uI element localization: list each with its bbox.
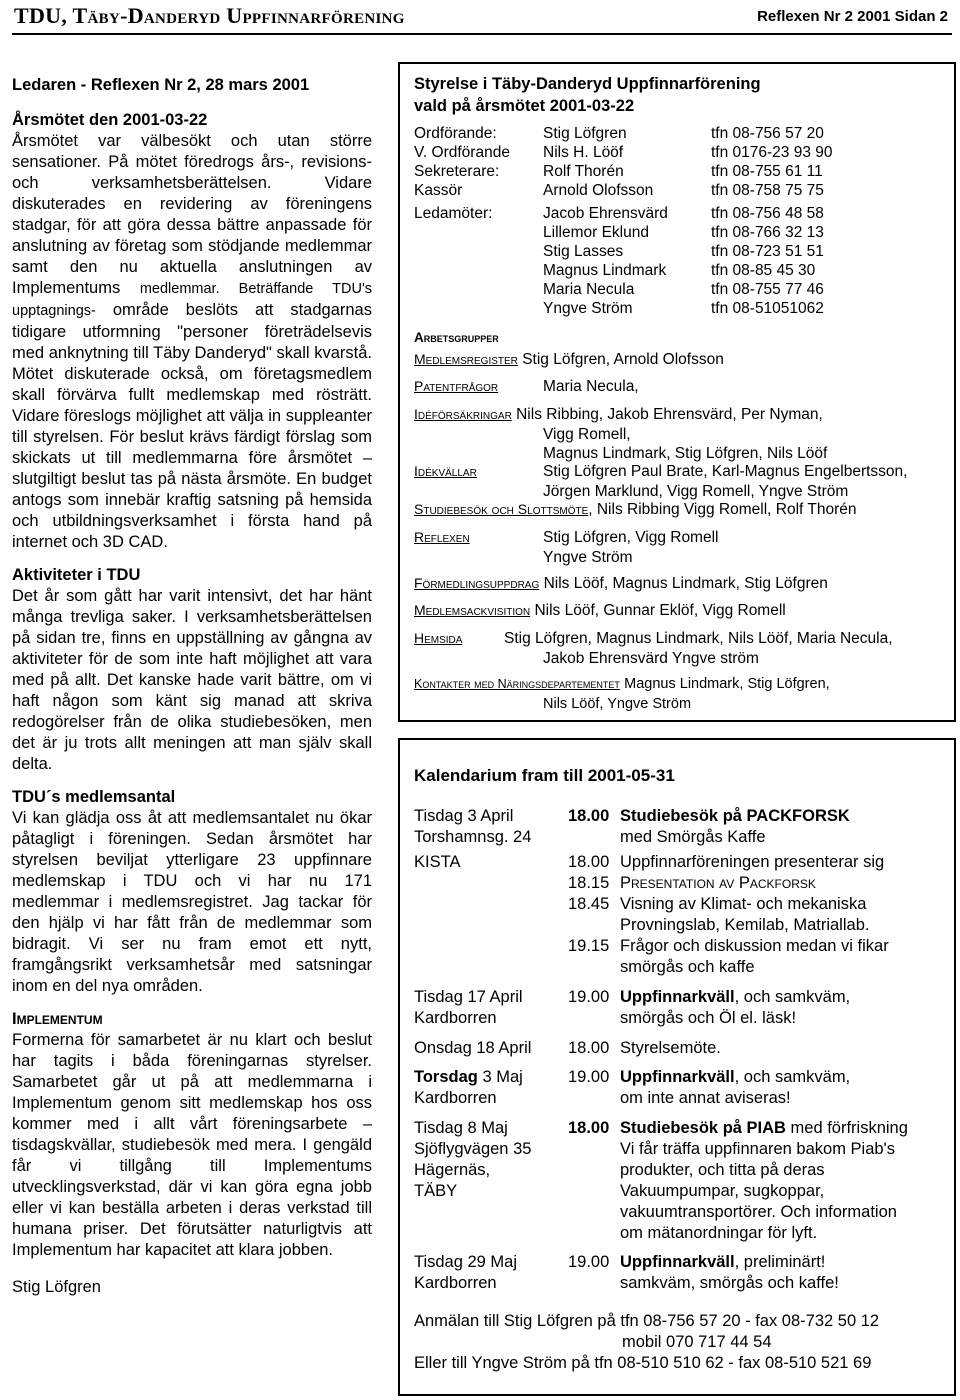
event-text: Frågor och diskussion medan vi fikar <box>620 937 889 955</box>
group-label: Medlemsackvisition <box>414 602 531 618</box>
group-label: Kontakter med Näringsdepartementet <box>414 677 620 691</box>
event-text-rest: , preliminärt! <box>734 1253 826 1271</box>
board-title-line-2: vald på årsmötet 2001-03-22 <box>414 97 635 115</box>
event-text: vakuumtransportörer. Och information <box>620 1203 897 1221</box>
member-name: Jacob Ehrensvärd <box>543 205 668 222</box>
member-role: Kassör <box>414 182 463 199</box>
group-idea-evenings <box>414 462 908 501</box>
group-label: Reflexen <box>414 529 470 545</box>
group-patent <box>414 377 639 397</box>
event-text: Uppfinnarföreningen presenterar sig <box>620 853 885 871</box>
event-date <box>414 1067 523 1088</box>
event-time: 18.15 <box>568 874 610 892</box>
event-text <box>620 1067 850 1088</box>
member-phone: tfn 08-755 61 11 <box>711 163 823 180</box>
group-names: Jörgen Marklund, Vigg Romell, Yngve Ström <box>543 482 849 500</box>
event-place: Kardborren <box>414 1089 497 1107</box>
group-label: Idékvällar <box>414 463 477 479</box>
event-place: Torshamnsg. 24 <box>414 828 532 846</box>
working-groups-heading: Arbetsgrupper <box>414 330 499 345</box>
event-place: Kardborren <box>414 1274 497 1292</box>
event-time: 18.00 <box>568 1039 610 1057</box>
member-name: Stig Löfgren <box>543 125 627 142</box>
event-time: 19.00 <box>568 988 610 1006</box>
event-text-rest: med förfriskning <box>785 1119 908 1137</box>
member-role: Sekreterare: <box>414 163 500 180</box>
group-names: Vigg Romell, <box>543 425 631 443</box>
group-mediation <box>414 574 828 594</box>
group-contacts <box>414 674 830 714</box>
registration-line-2: mobil 070 717 44 54 <box>622 1333 772 1351</box>
member-phone: tfn 08-756 48 58 <box>711 205 824 222</box>
member-phone: tfn 08-723 51 51 <box>711 243 824 260</box>
group-member-register <box>414 350 724 370</box>
event-title: Uppfinnarkväll <box>620 988 735 1006</box>
event-date: Onsdag 18 April <box>414 1039 532 1057</box>
group-names: Magnus Lindmark, Stig Löfgren, Nils Lööf <box>543 445 828 462</box>
event-text: Vakuumpumpar, sugkoppar, <box>620 1182 825 1200</box>
event-time: 18.45 <box>568 895 610 913</box>
event-text <box>620 1252 825 1273</box>
member-phone: tfn 08-755 77 46 <box>711 281 824 298</box>
event-text: Styrelsemöte. <box>620 1039 721 1057</box>
event-title: Studiebesök på PACKFORSK <box>620 807 850 825</box>
leader-title: Ledaren - Reflexen Nr 2, 28 mars 2001 <box>12 76 310 94</box>
member-phone: tfn 08-51051062 <box>711 300 824 317</box>
member-phone: tfn 08-756 57 20 <box>711 125 824 142</box>
group-label: Patentfrågor <box>414 378 499 394</box>
event-time: 19.15 <box>568 937 610 955</box>
implementum-text: Formerna för samarbetet är nu klart och beslut har tagits i båda föreningarnas styrelser. Samarbetet går ut på att medlemmarna i Implementum genom sitt medlemskap hos oss kommer med i allt vårt föreningsarbete – tisdagskvällar, studiebesök med mera. I gengäld får vi tillgång till Implementums utvecklingsverkstad, där vi kan göra egna jobb eller vi kan beställa arbeten i deras verkstad till humana priser. Det förutsätter naturligtvis att Implementum har kapacitet att klara jobben. <box>12 1031 372 1259</box>
event-day-bold: Torsdag <box>414 1068 478 1086</box>
event-text <box>620 1118 908 1139</box>
group-label: Förmedlingsuppdrag <box>414 575 540 591</box>
page-header <box>0 0 960 40</box>
member-phone: tfn 0176-23 93 90 <box>711 144 833 161</box>
group-insurance <box>414 405 827 464</box>
event-text: produkter, och titta på deras <box>620 1161 825 1179</box>
board-box <box>398 62 956 722</box>
event-date: Tisdag 17 April <box>414 988 523 1006</box>
event-text <box>620 987 850 1008</box>
group-label: Studiebesök och Slottsmöte <box>414 501 589 517</box>
group-names: Yngve Ström <box>543 548 633 566</box>
event-date: Tisdag 8 Maj <box>414 1119 508 1137</box>
member-name: Yngve Ström <box>543 300 633 317</box>
event-text: om mätanordningar för lyft. <box>620 1224 818 1242</box>
calendar-title: Kalendarium fram till 2001-05-31 <box>414 766 675 785</box>
signature: Stig Löfgren <box>12 1278 101 1296</box>
event-time: 18.00 <box>568 853 610 871</box>
group-label: Medlemsregister <box>414 351 518 367</box>
event-text-rest: , och samkväm, <box>734 988 851 1006</box>
member-role: V. Ordförande <box>414 144 510 161</box>
group-names: Magnus Lindmark, Stig Löfgren, <box>624 676 830 692</box>
member-role: Ordförande: <box>414 125 497 142</box>
member-name: Nils H. Lööf <box>543 144 624 161</box>
member-name: Lillemor Eklund <box>543 224 649 241</box>
board-title <box>414 73 761 117</box>
event-place: Hägernäs, <box>414 1161 491 1179</box>
event-day-rest: 3 Maj <box>477 1068 523 1086</box>
event-text-rest: , och samkväm, <box>734 1068 851 1086</box>
event-text: smörgås och Öl el. läsk! <box>620 1009 797 1027</box>
issue-info: Reflexen Nr 2 2001 Sidan 2 <box>757 8 948 25</box>
member-name: Magnus Lindmark <box>543 262 667 279</box>
group-website <box>414 629 893 668</box>
member-name: Rolf Thorén <box>543 163 624 180</box>
group-study-visits <box>414 500 856 520</box>
newsletter-title: TDU, Täby-Danderyd Uppfinnarförening <box>14 3 405 28</box>
event-date: Tisdag 3 April <box>414 807 514 825</box>
event-time: 18.00 <box>568 1119 610 1137</box>
annual-meeting-text-2: medlemmar. Beträffande TDU's upptagnings- <box>12 281 372 319</box>
registration-line-1: Anmälan till Stig Löfgren på tfn 08-756 57 20 - fax 08-732 50 12 <box>414 1312 880 1330</box>
group-names: Nils Lööf, Magnus Lindmark, Stig Löfgren <box>543 575 828 592</box>
group-label: Idéförsäkringar <box>414 406 512 422</box>
group-label: Hemsida <box>414 630 463 646</box>
annual-meeting-heading: Årsmötet den 2001-03-22 <box>12 111 208 129</box>
leader-article <box>12 75 372 1298</box>
membership-heading: TDU´s medlemsantal <box>12 788 176 806</box>
group-names: Nils Lööf, Yngve Ström <box>543 695 692 712</box>
member-role: Ledamöter: <box>414 205 493 222</box>
event-text: Presentation av Packforsk <box>620 874 816 892</box>
group-names: Nils Lööf, Gunnar Eklöf, Vigg Romell <box>534 602 786 619</box>
event-place: Kardborren <box>414 1009 497 1027</box>
member-phone: tfn 08-766 32 13 <box>711 224 824 241</box>
activities-text: Det år som gått har varit intensivt, det har hänt många trevliga saker. I verksamhetsberättelsen på sidan tre, finns en uppställning av gångna av aktiviteter för de som inte haft möjlighet att vara med på allt. Det kanske hade varit bättre, om vi haft någon som känt sig manad att skriva redogörelser från de olika studiebesöken, men det är ju trots allt meningen att man själv skall delta. <box>12 587 372 773</box>
event-text: Visning av Klimat- och mekaniska <box>620 895 867 913</box>
group-names: Stig Löfgren, Magnus Lindmark, Nils Lööf, Maria Necula, <box>504 630 893 647</box>
annual-meeting-text <box>12 131 372 553</box>
group-names: Stig Löfgren, Arnold Olofsson <box>522 351 724 368</box>
group-names: Nils Ribbing, Jakob Ehrensvärd, Per Nyman, <box>516 406 823 423</box>
event-time: 19.00 <box>568 1253 610 1271</box>
group-names: Maria Necula, <box>543 378 639 395</box>
event-text: Vi får träffa uppfinnaren bakom Piab's <box>620 1140 895 1158</box>
event-date: Tisdag 29 Maj <box>414 1253 518 1271</box>
event-place: Sjöflygvägen 35 <box>414 1140 532 1158</box>
calendar-box <box>398 738 956 1396</box>
member-name: Arnold Olofsson <box>543 182 654 199</box>
event-time: 19.00 <box>568 1068 610 1086</box>
event-text: samkväm, smörgås och kaffe! <box>620 1274 839 1292</box>
membership-text: Vi kan glädja oss åt att medlemsantalet nu ökar påtagligt i föreningen. Sedan årsmötet har styrelsen beviljat ytterligare 23 uppfinnare medlemskap i TDU och vi har nu 171 medlemmar i medlemsregistret. Jag tackar för den hjälp vi har fått från de medlemmar som bidragit. Vi ser nu fram emot ett nytt, framgångsrikt verksamhetsår med satsningar inom en del nya områden. <box>12 809 372 995</box>
member-phone: tfn 08-758 75 75 <box>711 182 824 199</box>
annual-meeting-text-1: Årsmötet var välbesökt och utan större sensationer. På mötet föredrogs års-, revisions- och verksamhetsberättelsen. Vidare diskuterades en revidering av föreningens stadgar, för att göra dessa bättre anpassade för anslutning av företag som stödjande medlemmar samt den nu aktuella anslutningen av Implementums <box>12 132 372 297</box>
group-names: , Nils Ribbing Vigg Romell, Rolf Thorén <box>588 501 857 518</box>
group-reflexen <box>414 528 719 567</box>
event-title: Uppfinnarkväll <box>620 1253 735 1271</box>
event-place: TÄBY <box>414 1182 458 1200</box>
registration-line-3: Eller till Yngve Ström på tfn 08-510 510 62 - fax 08-510 521 69 <box>414 1354 872 1372</box>
member-phone: tfn 08-85 45 30 <box>711 262 816 279</box>
board-title-line-1: Styrelse i Täby-Danderyd Uppfinnarförening <box>414 75 761 93</box>
member-name: Maria Necula <box>543 281 635 298</box>
member-name: Stig Lasses <box>543 243 624 260</box>
implementum-heading: Implementum <box>12 1010 103 1028</box>
event-text: om inte annat aviseras! <box>620 1089 791 1107</box>
event-title: Studiebesök på PIAB <box>620 1119 786 1137</box>
event-text: med Smörgås Kaffe <box>620 828 766 846</box>
group-names: Stig Löfgren, Vigg Romell <box>543 529 719 546</box>
group-names: Stig Löfgren Paul Brate, Karl-Magnus Engelbertsson, <box>543 463 908 480</box>
event-text: Provningslab, Kemilab, Matriallab. <box>620 916 870 934</box>
event-time: 18.00 <box>568 807 610 825</box>
activities-heading: Aktiviteter i TDU <box>12 566 141 584</box>
event-title: Uppfinnarkväll <box>620 1068 735 1086</box>
group-names: Jakob Ehrensvärd Yngve ström <box>543 649 759 667</box>
event-text: smörgås och kaffe <box>620 958 755 976</box>
event-place: KISTA <box>414 853 461 871</box>
annual-meeting-text-3: område beslöts att stadgarnas tidigare utformning "personer företrädelsevis med anknytning till Täby Danderyd" skall kvarstå. Mötet diskuterade också, om företagsmedlem skall förvärva fullt medlemskap med rösträtt. Vidare föreslogs möjlighet att välja in suppleanter till styrelsen. För beslut krävs färdigt förslag som skickats ut till medlemmarna före årsmötet – slutgiltigt beslut tas på nästa årsmöte. En budget antogs som innebär kraftig satsning på hemsida och utbildningsverksamhet i första hand på internet och 3D CAD. <box>12 301 372 551</box>
group-acquisition <box>414 601 786 621</box>
header-divider <box>12 33 952 35</box>
